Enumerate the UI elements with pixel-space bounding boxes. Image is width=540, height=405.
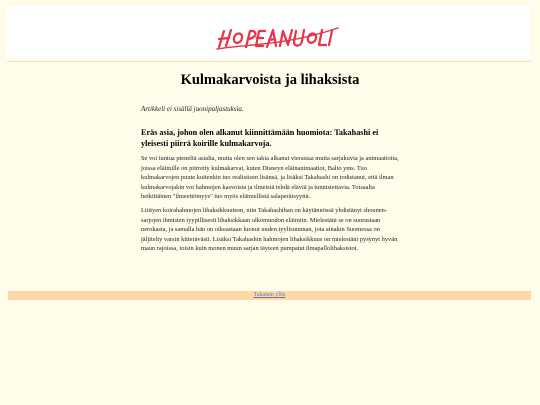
article-paragraph: Se voi tuntua pieneltä asialta, mutta olen sen takia alkanut vierastaa muita sarjakuvia ja animaatioita, joissa eläimille on piirretty kulmakarvat, kuten Disneyn eläinanimaatiot, Balto yms. Tuo kulmakarvojen puute kuitenkin tuo realistisen lisänsä, ja lisäksi Takahashi on todistanut, että ilman kulmakarvojakin voi hahmojen kasvoista ja ilmeistä tehdä eläviä ja tunnistettavia. Toisaalta heikittäinen "ilmeettömyys" tuo myös eläimellistä salaperäisyyttä. (141, 155, 399, 201)
logo-graphic (215, 25, 341, 51)
footer-bar (8, 291, 531, 300)
site-logo[interactable] (215, 25, 341, 51)
back-to-top-link[interactable]: Takaisin ylös (253, 292, 286, 298)
article-title: Kulmakarvoista ja lihaksista (180, 72, 360, 88)
header-banner (7, 6, 531, 59)
header-divider (7, 61, 531, 62)
article-paragraph: Liittyen koirahahmojen lihaksikkuuteen, niin Takahashihan on käytännössä yhdistänyt shounen-sarjojen ihmisten tyypillisesti lihaksikkaan ulkomuodon eläimiin. Mielestäni se on suorastaan nerokasta, ja samalla hän on oikeastaan luonut uuden tyylisuunnan, jota ainakin Suomessa on jäljitelty varsin kitterävästi. Lisäksi Takahashin hahmojen lihaksikkuus on mielestäni pysynyt hyvän maun rajoissa, toisin kuin monen muun sarjan täyteen pumpatut ilmapallolihaksistot. (141, 206, 398, 253)
article-lead: Eräs asia, johon olen alkanut kiinnittämään huomiota: Takahashi ei yleisesti piirrä koirille kulmakarvoja. (141, 128, 379, 148)
article-body (141, 104, 399, 258)
article-subtitle: Artikkeli ei sisällä juonipaljastuksia. (141, 105, 244, 113)
